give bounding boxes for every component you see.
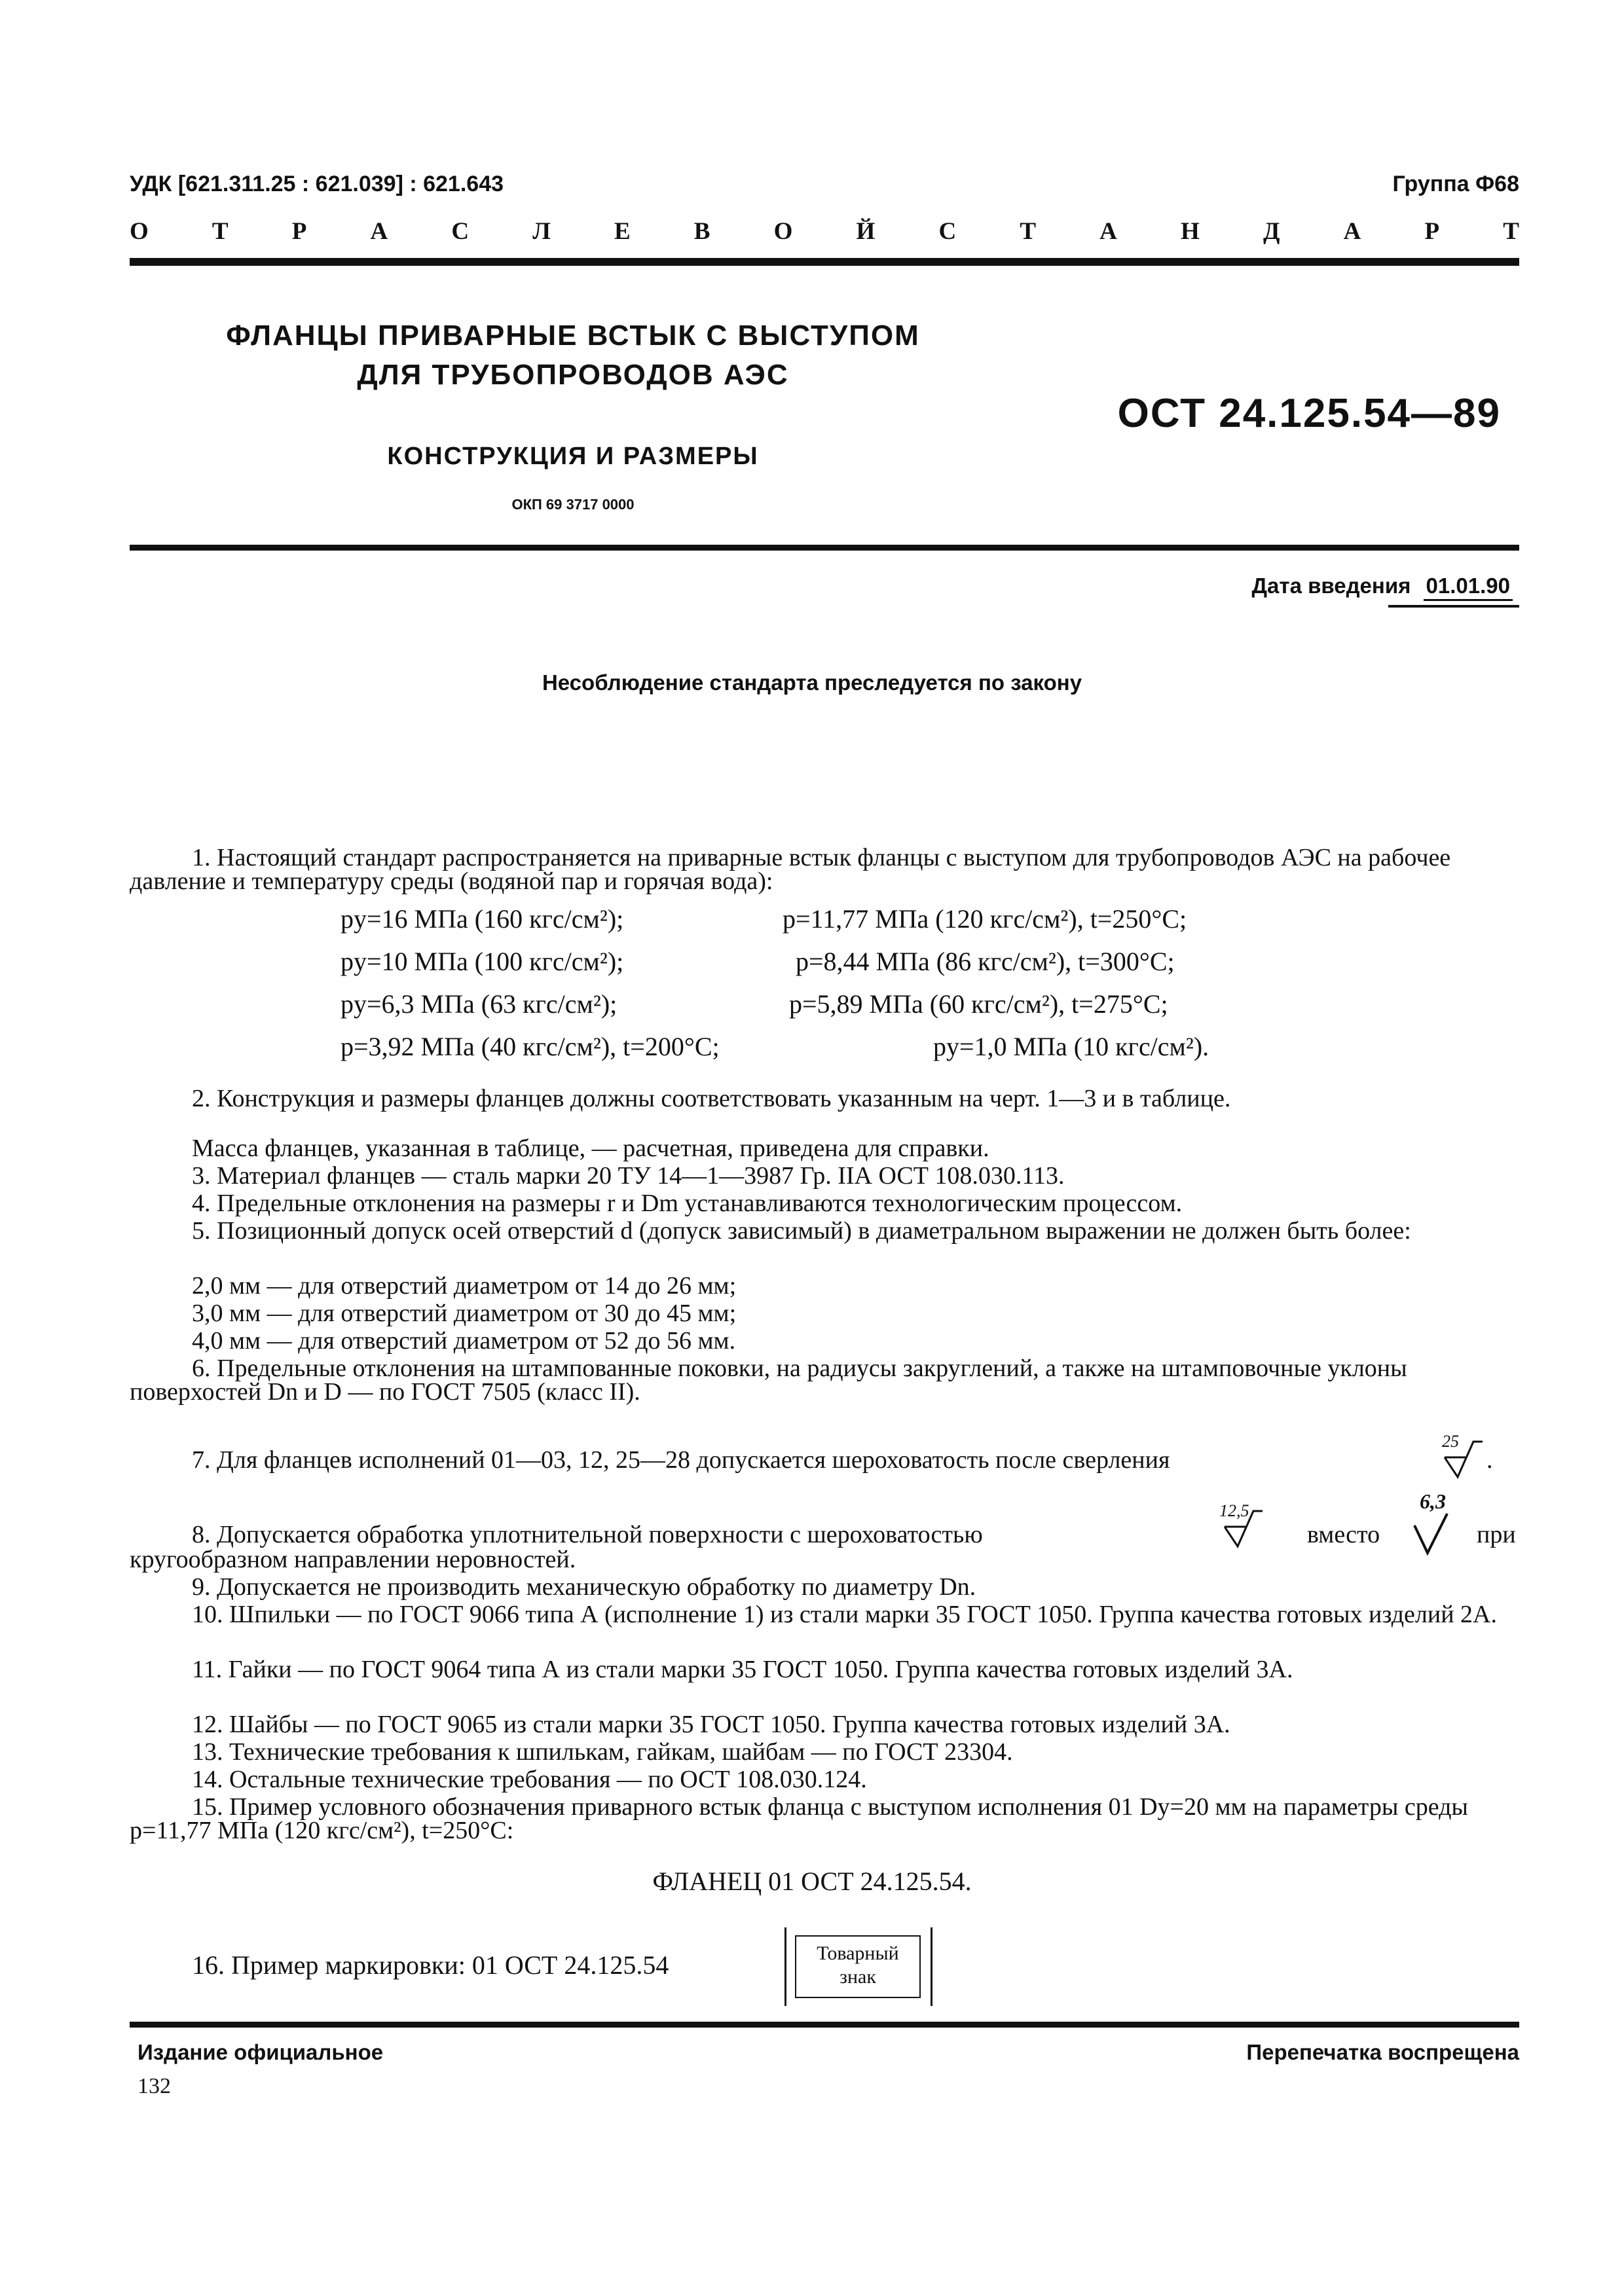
item-11: 11. Гайки — по ГОСТ 9064 типа А из стали марки 35 ГОСТ 1050. Группа качества готовых изделий 3А.	[192, 1656, 1293, 1683]
banner-letter: Р	[291, 218, 307, 245]
roughness-12-5-value: 12,5	[1219, 1501, 1249, 1520]
banner-letter: О	[773, 218, 793, 245]
item-8-instead: вместо	[1307, 1521, 1380, 1548]
banner-letter: С	[938, 218, 957, 245]
effective-date-value: 01.01.90	[1424, 574, 1513, 601]
banner-letter: А	[1099, 218, 1117, 245]
banner-letter: Т	[212, 218, 229, 245]
standard-designation: ОСТ 24.125.54—89	[1117, 391, 1501, 436]
banner-letter: О	[130, 218, 149, 245]
designation-example: ФЛАНЕЦ 01 ОСТ 24.125.54.	[652, 1867, 972, 1896]
item-7-period: .	[1486, 1446, 1493, 1474]
trademark-box	[795, 1935, 921, 1998]
banner-letter: Л	[532, 218, 551, 245]
document-title-line2: ДЛЯ ТРУБОПРОВОДОВ АЭС	[357, 359, 789, 391]
top-rule	[130, 258, 1519, 266]
edition-note: Издание официальное	[138, 2040, 384, 2064]
item-12: 12. Шайбы — по ГОСТ 9065 из стали марки 35 ГОСТ 1050. Группа качества готовых изделий 3А.	[192, 1711, 1230, 1738]
banner-letter: А	[370, 218, 388, 245]
item-5-b: 3,0 мм — для отверстий диаметром от 30 до 45 мм;	[192, 1300, 737, 1327]
roughness-25-value: 25	[1442, 1432, 1459, 1451]
item-15: 15. Пример условного обозначения приварного встык фланца с выступом исполнения 01 Dу=20 мм на параметры среды p=11,77 МПа (120 кгс/см²), t=250°C:	[130, 1793, 1468, 1844]
banner-letter: А	[1343, 218, 1361, 245]
item-8-at: при	[1477, 1521, 1516, 1548]
item-2-note: Масса фланцев, указанная в таблице, — расчетная, приведена для справки.	[192, 1135, 989, 1162]
param-row-2-a: pу=10 МПа (100 кгс/см²);	[341, 947, 624, 976]
item-1: 1. Настоящий стандарт распространяется на приварные встык фланцы с выступом для трубопроводов АЭС на рабочее давление и температуру среды (водяной пар и горячая вода):	[130, 844, 1451, 895]
item-2: 2. Конструкция и размеры фланцев должны соответствовать указанным на черт. 1—3 и в таблице.	[192, 1085, 1231, 1112]
item-6: 6. Предельные отклонения на штампованные поковки, на радиусы закруглений, а также на штамповочные уклоны поверхостей Dn и D — по ГОСТ 7505 (класс II).	[130, 1355, 1407, 1406]
item-13: 13. Технические требования к шпилькам, гайкам, шайбам — по ГОСТ 23304.	[192, 1738, 1013, 1766]
banner-letter: С	[451, 218, 470, 245]
item-5-a: 2,0 мм — для отверстий диаметром от 14 до 26 мм;	[192, 1272, 737, 1300]
param-row-3-b: p=5,89 МПа (60 кгс/см²), t=275°C;	[789, 989, 1168, 1019]
roughness-12-5-icon	[1219, 1499, 1265, 1552]
trademark-label-line1: Товарный	[817, 1942, 899, 1964]
item-8-continued: кругообразном направлении неровностей.	[130, 1546, 576, 1573]
reprint-note: Перепечатка воспрещена	[1246, 2040, 1519, 2064]
item-5: 5. Позиционный допуск осей отверстий d (допуск зависимый) в диаметральном выражении не должен быть более:	[192, 1217, 1411, 1245]
item-4: 4. Предельные отклонения на размеры r и Dm устанавливаются технологическим процессом.	[192, 1190, 1183, 1217]
group-code: Группа Ф68	[1392, 172, 1519, 196]
item-8-text: 8. Допускается обработка уплотнительной поверхности с шероховатостью	[192, 1521, 983, 1548]
banner-letter: Р	[1424, 218, 1440, 245]
item-9: 9. Допускается не производить механическую обработку по диаметру Dn.	[192, 1573, 976, 1601]
roughness-6-3-value: 6,3	[1420, 1489, 1446, 1513]
item-7: 7. Для фланцев исполнений 01—03, 12, 25—28 допускается шероховатость после сверления	[192, 1446, 1170, 1474]
title-rule	[130, 545, 1519, 551]
item-10: 10. Шпильки — по ГОСТ 9066 типа А (исполнение 1) из стали марки 35 ГОСТ 1050. Группа качества готовых изделий 2А.	[192, 1601, 1497, 1628]
param-row-4-a: p=3,92 МПа (40 кгс/см²), t=200°C;	[341, 1032, 720, 1061]
udk-code: УДК [621.311.25 : 621.039] : 621.643	[130, 172, 504, 196]
param-row-1-b: p=11,77 МПа (120 кгс/см²), t=250°C;	[783, 904, 1187, 934]
item-5-c: 4,0 мм — для отверстий диаметром от 52 до 56 мм.	[192, 1327, 736, 1355]
document-title-line1: ФЛАНЦЫ ПРИВАРНЫЕ ВСТЫК С ВЫСТУПОМ	[226, 319, 920, 352]
param-row-2-b: p=8,44 МПа (86 кгс/см²), t=300°C;	[796, 947, 1175, 976]
effective-date	[1252, 574, 1513, 598]
date-rule	[1388, 605, 1519, 608]
banner-letter: Е	[614, 218, 631, 245]
item-16: 16. Пример маркировки: 01 ОСТ 24.125.54	[192, 1950, 669, 1980]
trademark-label-line2: знак	[840, 1966, 876, 1988]
item-14: 14. Остальные технические требования — по ОСТ 108.030.124.	[192, 1766, 867, 1793]
roughness-25-icon	[1439, 1430, 1485, 1482]
item-3: 3. Материал фланцев — сталь марки 20 ТУ 14—1—3987 Гр. IIА ОСТ 108.030.113.	[192, 1162, 1065, 1190]
banner-letter: Д	[1263, 218, 1280, 245]
page-number: 132	[138, 2074, 171, 2098]
param-row-3-a: pу=6,3 МПа (63 кгс/см²);	[341, 989, 618, 1019]
banner-letter: Т	[1020, 218, 1037, 245]
legal-warning: Несоблюдение стандарта преследуется по закону	[542, 670, 1082, 695]
standard-banner	[130, 217, 1519, 246]
footer-rule	[130, 2022, 1519, 2028]
banner-letter: В	[693, 218, 710, 245]
document-subtitle: КОНСТРУКЦИЯ И РАЗМЕРЫ	[387, 443, 759, 470]
banner-letter: Т	[1503, 218, 1519, 245]
banner-letter: Й	[856, 218, 876, 245]
param-row-4-b: pу=1,0 МПа (10 кгс/см²).	[933, 1032, 1209, 1061]
effective-date-label: Дата введения	[1251, 574, 1411, 598]
banner-letter: Н	[1181, 218, 1200, 245]
okp-code: ОКП 69 3717 0000	[511, 496, 635, 513]
param-row-1-a: pу=16 МПа (160 кгс/см²);	[341, 904, 624, 934]
